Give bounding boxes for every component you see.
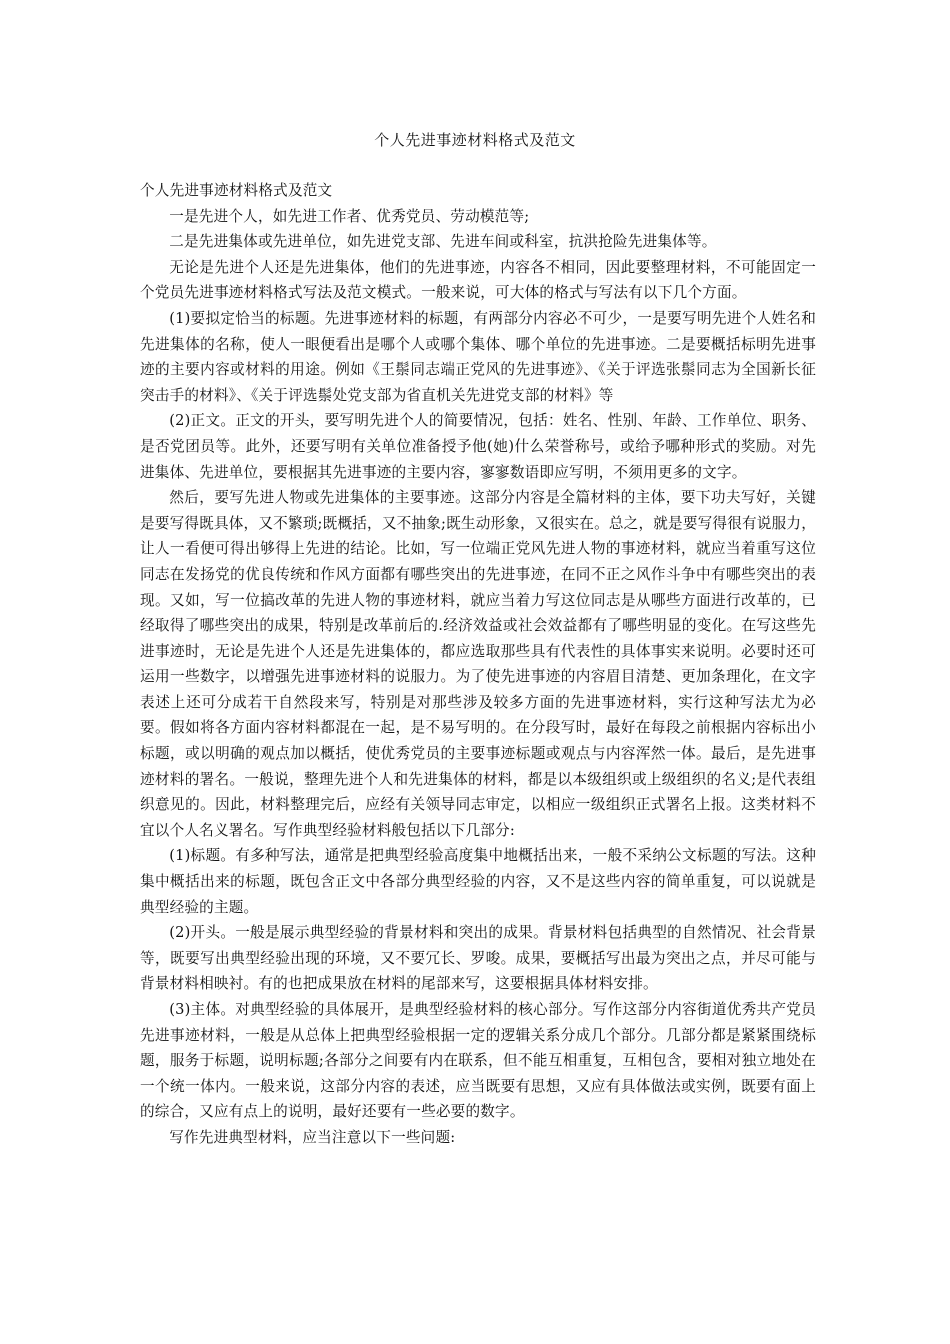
document-title: 个人先进事迹材料格式及范文 — [374, 131, 576, 149]
paragraph: (2)开头。一般是展示典型经验的背景材料和突出的成果。背景材料包括典型的自然情况、社会背景等，既要写出典型经验出现的环境，又不要冗长、罗唆。成果，要概括写出最为突出之点，并尽可能与背景材料相映衬。有的也把成果放在材料的尾部来写，这要根据具体材料安排。 — [140, 924, 816, 993]
paragraph: 二是先进集体或先进单位，如先进党支部、先进车间或科室，抗洪抢险先进集体等。 — [169, 233, 717, 251]
paragraph: 无论是先进个人还是先进集体，他们的先进事迹，内容各不相同，因此要整理材料，不可能固定一个党员先进事迹材料格式写法及范文模式。一般来说，可大体的格式与写法有以下几个方面。 — [140, 258, 816, 302]
paragraph: (1)标题。有多种写法，通常是把典型经验高度集中地概括出来，一般不采纳公文标题的写法。这种集中概括出来的标题，既包含正文中各部分典型经验的内容，又不是这些内容的简单重复，可以说就是典型经验的主题。 — [140, 847, 816, 916]
paragraph: 一是先进个人，如先进工作者、优秀党员、劳动模范等; — [169, 207, 530, 225]
paragraph: (2)正文。正文的开头，要写明先进个人的简要情况，包括：姓名、性别、年龄、工作单位、职务、是否党团员等。此外，还要写明有关单位准备授予他(她)什么荣誉称号，或给予哪种形式的奖励。对先进集体、先进单位，要根据其先进事迹的主要内容，寥寥数语即应写明，不须用更多的文字。 — [140, 412, 816, 481]
paragraph: (1)要拟定恰当的标题。先进事迹材料的标题，有两部分内容必不可少，一是要写明先进个人姓名和先进集体的名称，使人一眼便看出是哪个人或哪个集体、哪个单位的先进事迹。二是要概括标明先进事迹的主要内容或材料的用途。例如《王鬃同志端正党风的先进事迹》、《关于评选张鬃同志为全国新长征突击手的材料》、《关于评选鬃处党支部为省直机关先进党支部的材料》等 — [140, 309, 816, 404]
paragraph: 然后，要写先进人物或先进集体的主要事迹。这部分内容是全篇材料的主体，要下功夫写好，关键是要写得既具体，又不繁琐;既概括，又不抽象;既生动形象，又很实在。总之，就是要写得很有说服力，让人一看便可得出够得上先进的结论。比如，写一位端正党风先进人物的事迹材料，就应当着重写这位同志在发扬党的优良传统和作风方面都有哪些突出的先进事迹，在同不正之风作斗争中有哪些突出的表现。又如，写一位搞改革的先进人物的事迹材料，就应当着力写这位同志是从哪些方面进行改革的，已经取得了哪些突出的成果，特别是改革前后的.经济效益或社会效益都有了哪些明显的变化。在写这些先进事迹时，无论是先进个人还是先进集体的，都应选取那些具有代表性的具体事实来说明。必要时还可运用一些数字，以增强先进事迹材料的说服力。为了使先进事迹的内容眉目清楚、更加条理化，在文字表述上还可分成若干自然段来写，特别是对那些涉及较多方面的先进事迹材料，实行这种写法尤为必要。假如将各方面内容材料都混在一起，是不易写明的。在分段写时，最好在每段之前根据内容标出小标题，或以明确的观点加以概括，使优秀党员的主要事迹标题或观点与内容浑然一体。最后，是先进事迹材料的署名。一般说，整理先进个人和先进集体的材料，都是以本级组织或上级组织的名义;是代表组织意见的。因此，材料整理完后，应经有关领导同志审定，以相应一级组织正式署名上报。这类材料不宜以个人名义署名。写作典型经验材料般包括以下几部分: — [140, 489, 816, 839]
paragraph-subtitle: 个人先进事迹材料格式及范文 — [140, 182, 333, 199]
document-body — [140, 178, 816, 1151]
paragraph: (3)主体。对典型经验的具体展开，是典型经验材料的核心部分。写作这部分内容街道优秀共产党员先进事迹材料，一般是从总体上把典型经验根据一定的逻辑关系分成几个部分。几部分都是紧紧围绕标题，服务于标题，说明标题;各部分之间要有内在联系，但不能互相重复，互相包含，要相对独立地处在一个统一体内。一般来说，这部分内容的表述，应当既要有思想，又应有具体做法或实例，既要有面上的综合，又应有点上的说明，最好还要有一些必要的数字。 — [140, 1001, 816, 1121]
paragraph: 写作先进典型材料，应当注意以下一些问题: — [169, 1128, 456, 1146]
